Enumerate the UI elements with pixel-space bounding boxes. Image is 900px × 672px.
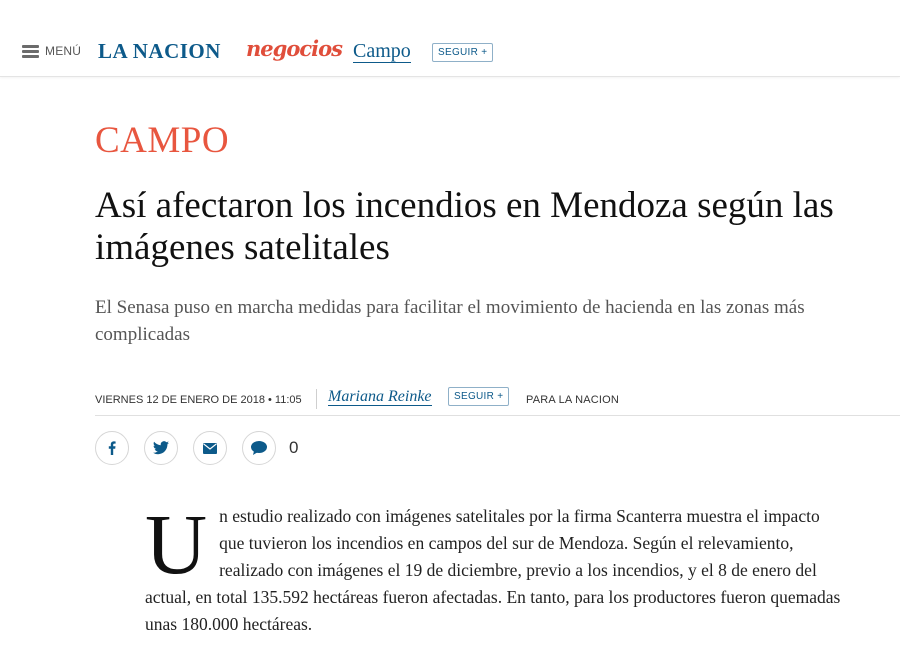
comments-button[interactable] bbox=[242, 431, 276, 465]
site-logo[interactable]: LA NACION bbox=[98, 39, 221, 63]
comment-count: 0 bbox=[289, 438, 299, 457]
share-twitter-button[interactable] bbox=[144, 431, 178, 465]
share-facebook-button[interactable] bbox=[95, 431, 129, 465]
email-icon bbox=[203, 443, 217, 454]
article-body bbox=[145, 496, 845, 638]
author-link[interactable]: Mariana Reinke bbox=[328, 388, 432, 405]
twitter-icon bbox=[153, 441, 169, 455]
hamburger-icon bbox=[22, 45, 39, 58]
facebook-icon bbox=[105, 441, 119, 455]
menu-label: MENÚ bbox=[45, 44, 82, 58]
share-bar bbox=[95, 431, 298, 465]
article-dek: El Senasa puso en marcha medidas para facilitar el movimiento de hacienda en las zonas más complicadas bbox=[95, 297, 805, 345]
publish-date: VIERNES 12 DE ENERO DE 2018 • 11:05 bbox=[95, 394, 302, 406]
article-kicker[interactable]: CAMPO bbox=[95, 120, 230, 161]
site-header bbox=[0, 0, 900, 77]
subsection-link[interactable]: Campo bbox=[353, 40, 411, 62]
follow-section-button[interactable]: SEGUIR + bbox=[432, 43, 493, 62]
comment-icon bbox=[251, 441, 267, 455]
body-paragraph: n estudio realizado con imágenes satelitales por la firma Scanterra muestra el impacto que tuvieron los incendios en campos del sur de Mendoza. Según el relevamiento, realizado con imágenes el 19 de diciembre, previo a los incendios, y el 8 de enero del actual, en total 135.592 hectáreas fueron afectadas. En tanto, para los productores fueron quemadas unas 180.000 hectáreas. bbox=[145, 506, 841, 634]
drop-cap: U bbox=[145, 496, 208, 592]
menu-button[interactable] bbox=[22, 44, 81, 58]
byline-source: PARA LA NACION bbox=[526, 394, 620, 406]
article-meta bbox=[95, 385, 900, 416]
section-logo[interactable]: negocios bbox=[246, 36, 342, 61]
follow-author-button[interactable]: SEGUIR + bbox=[448, 387, 509, 406]
share-email-button[interactable] bbox=[193, 431, 227, 465]
meta-divider bbox=[316, 389, 317, 409]
article-headline: Así afectaron los incendios en Mendoza según las imágenes satelitales bbox=[95, 185, 834, 268]
